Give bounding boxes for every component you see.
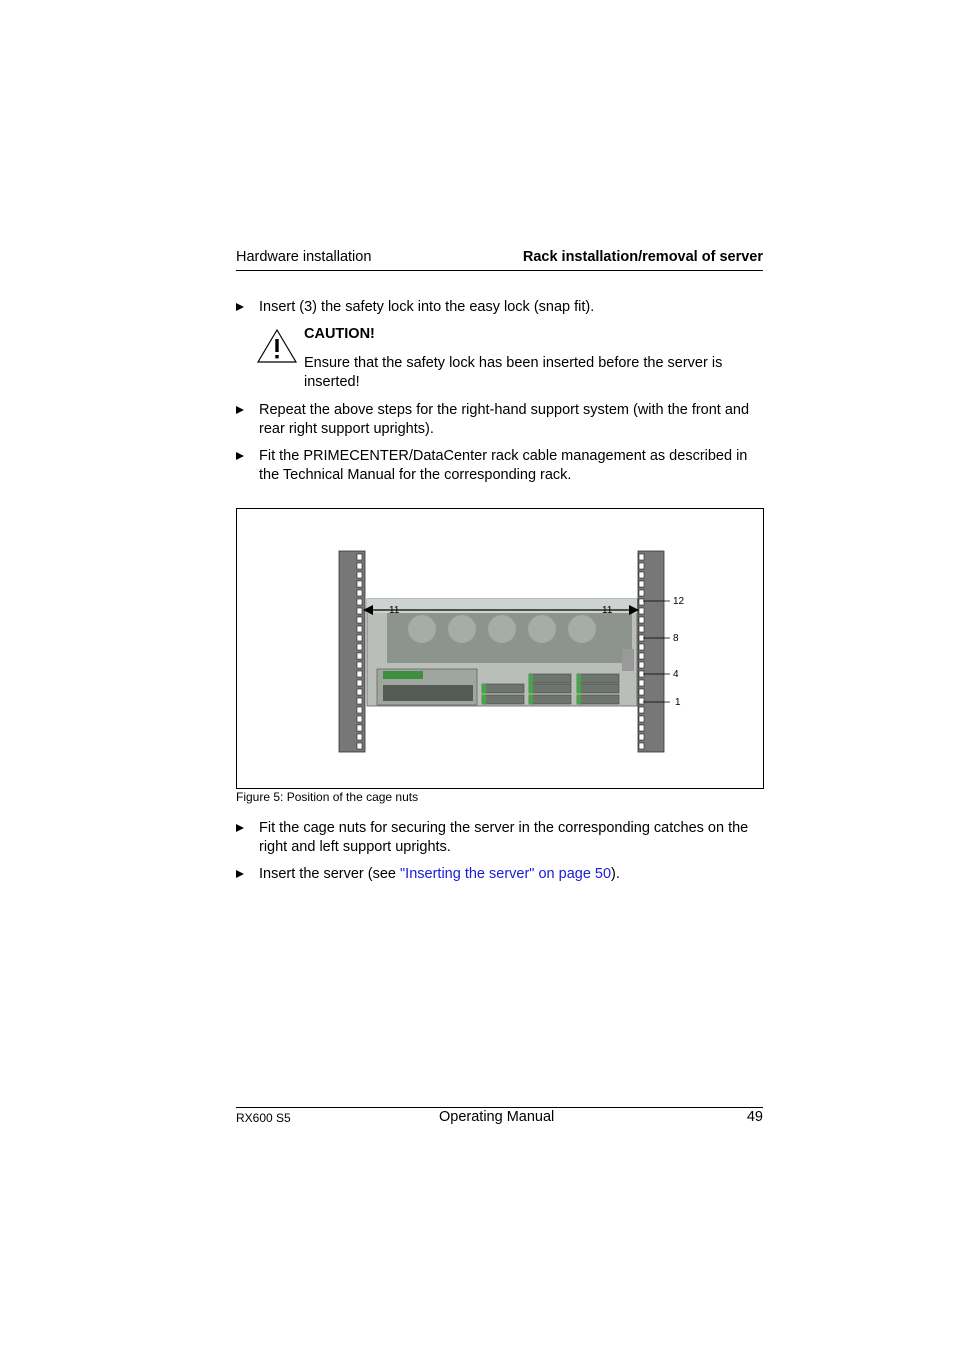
- bullet-icon: [236, 406, 244, 414]
- warning-icon: [256, 328, 298, 369]
- rack-hole: [357, 626, 362, 632]
- bullet-icon: [236, 870, 244, 878]
- step-text-prefix: Insert the server (see: [259, 866, 401, 882]
- rack-hole: [357, 707, 362, 713]
- rack-hole: [357, 635, 362, 641]
- callout-12: 12: [673, 596, 685, 607]
- step-text-suffix: ).: [611, 866, 620, 882]
- step-fit-cable-management: [236, 447, 763, 485]
- rack-hole: [639, 626, 644, 632]
- rack-hole: [357, 608, 362, 614]
- rack-hole: [639, 617, 644, 623]
- page-number: 49: [746, 1109, 763, 1125]
- header-chapter-title: Rack installation/removal of server: [522, 249, 763, 265]
- step-text: Repeat the above steps for the right-hand support system (with the front and rear right support uprights).: [259, 402, 750, 437]
- rack-hole: [639, 644, 644, 650]
- footer-product: RX600 S5: [236, 1111, 291, 1125]
- rack-hole: [639, 599, 644, 605]
- callout-1: 1: [675, 697, 681, 708]
- figure-cage-nuts: [236, 508, 764, 789]
- rack-hole: [357, 653, 362, 659]
- rack-hole: [357, 689, 362, 695]
- step-repeat-right-hand: [236, 401, 763, 439]
- footer-manual-title: Operating Manual: [439, 1109, 555, 1125]
- rack-server-illustration: [237, 509, 763, 788]
- step-text: [259, 865, 763, 884]
- step-text: Fit the cage nuts for securing the server in the corresponding catches on the right and left support uprights.: [259, 820, 749, 855]
- footer-rule: [236, 1107, 763, 1108]
- rack-hole: [357, 599, 362, 605]
- callout-11-left: 11: [389, 605, 400, 616]
- step-text: Fit the PRIMECENTER/DataCenter rack cable management as described in the Technical Manual for the corresponding rack.: [259, 448, 748, 483]
- rack-hole: [357, 716, 362, 722]
- caution-title: CAUTION!: [304, 326, 375, 342]
- figure-caption: Figure 5: Position of the cage nuts: [236, 790, 419, 804]
- rack-hole: [639, 725, 644, 731]
- rack-hole: [357, 554, 362, 560]
- bullet-icon: [236, 303, 244, 311]
- caution-text: Ensure that the safety lock has been inserted before the server is inserted!: [304, 355, 723, 390]
- rack-hole: [639, 743, 644, 749]
- rack-hole: [357, 572, 362, 578]
- rack-hole: [357, 725, 362, 731]
- rack-hole: [357, 644, 362, 650]
- bullet-icon: [236, 452, 244, 460]
- rack-hole: [357, 581, 362, 587]
- rack-hole: [639, 662, 644, 668]
- inserting-server-link[interactable]: "Inserting the server" on page 50: [400, 866, 612, 882]
- rack-hole: [357, 617, 362, 623]
- rack-hole: [639, 653, 644, 659]
- rack-hole: [639, 680, 644, 686]
- rack-hole: [357, 734, 362, 740]
- rack-hole: [639, 698, 644, 704]
- rack-hole: [639, 716, 644, 722]
- step-fit-cage-nuts: [236, 819, 763, 857]
- callout-4: 4: [673, 669, 679, 680]
- callout-8: 8: [673, 633, 679, 644]
- rack-hole: [639, 734, 644, 740]
- rack-hole: [357, 671, 362, 677]
- rack-hole: [639, 707, 644, 713]
- rack-hole: [639, 554, 644, 560]
- rack-hole: [357, 590, 362, 596]
- rack-hole: [639, 581, 644, 587]
- rack-hole: [639, 689, 644, 695]
- rack-hole: [357, 743, 362, 749]
- step-insert-safety-lock: [236, 298, 763, 317]
- rack-hole: [639, 590, 644, 596]
- header-section-title: Hardware installation: [236, 249, 372, 265]
- rack-hole: [357, 563, 362, 569]
- rack-hole: [357, 698, 362, 704]
- callout-11-right: 11: [602, 605, 613, 616]
- rack-hole: [639, 608, 644, 614]
- rack-hole: [639, 572, 644, 578]
- rack-hole: [639, 563, 644, 569]
- header-rule: [236, 270, 763, 271]
- bullet-icon: [236, 824, 244, 832]
- rack-hole: [357, 662, 362, 668]
- rack-hole: [357, 680, 362, 686]
- step-insert-server: [236, 865, 763, 884]
- step-text: Insert (3) the safety lock into the easy lock (snap fit).: [259, 299, 595, 315]
